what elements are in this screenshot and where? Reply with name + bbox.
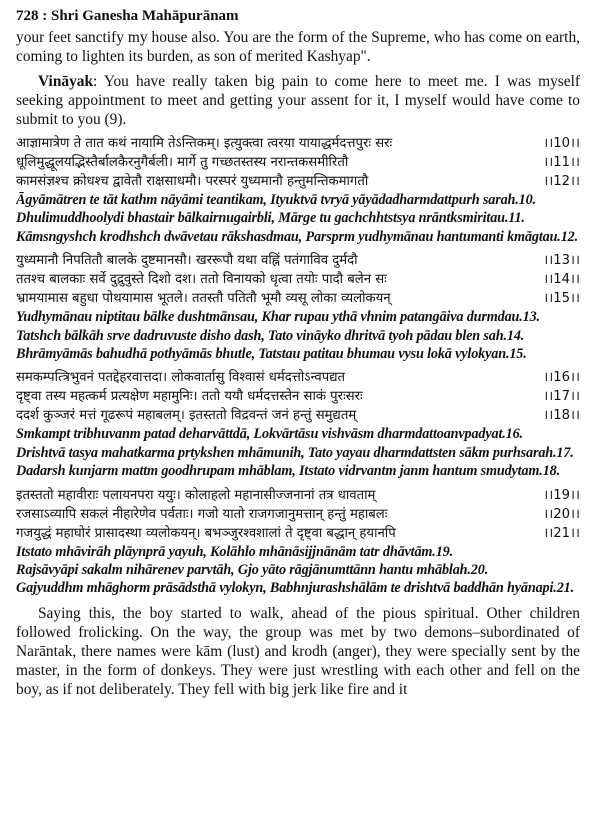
verse-block-3 <box>16 368 580 480</box>
sanskrit-line: रजसाऽव्यापि सकलं नीहारेणेव पर्वताः। गजो यातो राजगजानुमत्तान् हन्तुं महाबलः ।।20।। <box>16 506 580 522</box>
verse-number: ।।18।। <box>543 408 580 424</box>
speaker-text: : You have really taken big pain to come here to meet me. I was myself seeking appointment to meet and getting your assent for it, I myself would have come to submit to you (9). <box>16 73 580 128</box>
verse-number: ।।14।। <box>543 272 580 288</box>
verse-number: ।।21।। <box>543 525 580 541</box>
verse-number: ।।11।। <box>543 155 580 170</box>
transliteration-line: Yudhymānau niptitau bālke dushtmānsau, Khar rupau ythā vhnim patangāiva durmdau.13. <box>16 309 540 326</box>
verse-number: ।।12।। <box>543 174 580 189</box>
sanskrit-line: ददर्श कुञ्जरं मत्तं गूढरूपं महाबलम्। इतस्ततो विद्रवन्तं जनं हन्तुं समुद्यतम् ।।18।। <box>16 408 580 424</box>
verse-number: ।।10।। <box>543 136 580 151</box>
intro-paragraph: your feet sanctify my house also. You are the form of the Supreme, who has come on earth, coming to lighten its burden, as son of merited Kashyap". <box>16 29 580 65</box>
transliteration-line: Dadarsh kunjarm mattm goodhrupam mhāblam, Itstato vidrvantm janm hantum smudytam.18. <box>16 463 560 480</box>
verse-number: ।।20।। <box>543 506 580 522</box>
sanskrit-line: ततश्च बालकाः सर्वे दुद्रुवुस्ते दिशो दश। ततो विनायको धृत्वा तयोः पादौ बलेन सः ।।14।। <box>16 272 580 288</box>
vinayak-paragraph <box>16 72 580 129</box>
sanskrit-line: युध्यमानौ निपतितौ बालके दुष्टमानसौ। खररूपौ यथा वह्निं पतंगाविव दुर्मदौ ।।13।। <box>16 253 580 269</box>
transliteration-line: Rajsāvyāpi sakalm nihārenev parvtāh, Gjo yāto rāgjānumttānn hantu mhāblah.20. <box>16 562 489 579</box>
sanskrit-line: समकम्पत्त्रिभुवनं पतद्देहरवात्तदा। लोकवार्तासु विश्वासं धर्मदत्तोऽन्वपद्यत ।।16।। <box>16 370 580 386</box>
verse-block-2 <box>16 251 580 363</box>
sanskrit-line: धूलिमुद्धूलयद्भिस्तैर्बालकैरनुगैर्बली। मार्गे तु गच्छतस्तस्य नरान्तकसमीरितौ ।।11।। <box>16 155 580 170</box>
transliteration-line: Gajyuddhm mhāghorm prāsādsthā vylokyn, Babhnjurashshālām te drishtvā baddhān hyānapi.21. <box>16 580 574 597</box>
sanskrit-line: कामसंज्ञश्च क्रोधश्च द्वावेतौ राक्षसाधमौ। परस्परं युध्यमानौ हन्तुमन्तिकमागतौ ।।12।। <box>16 174 580 189</box>
transliteration-line: Dhulimuddhoolydi bhastair bālkairnugairbli, Mārge tu gachchhtstsya nrāntksmiritau.11. <box>16 210 525 227</box>
verse-number: ।।19।। <box>543 487 580 503</box>
sanskrit-line: दृष्ट्वा तस्य महत्कर्म प्रत्यक्षेण महामुनिः। ततो ययौ धर्मदत्तस्तेन साकं पुरःसरः ।।17।। <box>16 389 580 405</box>
verse-number: ।।17।। <box>543 389 580 405</box>
transliteration-line: Tatshch bālkāh srve dadruvuste disho dash, Tato vināyko dhritvā tyoh pādau blen sah.14. <box>16 327 525 344</box>
verse-number: ।।13।। <box>543 253 580 269</box>
closing-paragraph: Saying this, the boy started to walk, ahead of the pious spiritual. Other children followed frolicking. On the way, the group was met by two demons–subordinated of Narāntak, there names were kām (lust) and krodh (anger), they were specially sent by the master, in the form of donkeys. They were just wrestling with each other and fell on the boy, as if not deliberately. They fell with big jerk like fire and it <box>16 604 580 698</box>
sanskrit-line: भ्रामयामास बहुधा पोथयामास भूतले। ततस्तौ पतितौ भूमौ व्यसू लोका व्यलोकयन् ।।15।। <box>16 291 580 307</box>
sanskrit-line: आज्ञामात्रेण ते तात कथं नायामि तेऽन्तिकम्। इत्युक्त्वा त्वरया यायाद्धर्मदत्तपुरः सरः ।।10।। <box>16 136 580 151</box>
transliteration-line: Drishtvā tasya mahatkarma prtykshen mhāmunih, Tato yayau dharmdattsten sākm purhsarah.17. <box>16 444 574 461</box>
verse-block-4 <box>16 486 580 598</box>
transliteration-line: Smkampt tribhuvanm patad deharvāttdā, Lokvārtāsu vishvāsm dharmdattoanvpadyat.16. <box>16 426 523 443</box>
transliteration-line: Āgyāmātren te tāt kathm nāyāmi teantikam, Ityuktvā tvryā yāyādadharmdattpurh sarah.10. <box>16 192 536 208</box>
verse-number: ।।15।। <box>543 291 580 307</box>
transliteration-line: Kāmsngyshch krodhshch dwāvetau rākshasdmau, Parsprm yudhymānau hantumanti kmāgtau.12. <box>16 228 578 245</box>
sanskrit-line: इतस्ततो महावीराः पलायनपरा ययुः। कोलाहलो महानासीज्जनानां तत्र धावताम् ।।19।। <box>16 487 580 503</box>
transliteration-line: Itstato mhāvirāh plāynprā yayuh, Kolāhlo mhānāsijjnānām tatr dhāvtām.19. <box>16 543 453 560</box>
verse-number: ।।16।। <box>543 370 580 386</box>
page-header: 728 : Shri Ganesha Mahāpurānam <box>16 8 239 24</box>
speaker-name: Vināyak <box>38 73 94 90</box>
transliteration-line: Bhrāmyāmās bahudhā pothyāmās bhutle, Tatstau patitau bhumau vysu lokā vylokyan.15. <box>16 346 527 363</box>
sanskrit-line: गजयुद्धं महाघोरं प्रासादस्था व्यलोकयन्। बभञ्जुरश्वशालां ते दृष्ट्वा बद्धान् हयानपि ।।21।। <box>16 525 580 541</box>
verse-block-1 <box>16 134 580 246</box>
